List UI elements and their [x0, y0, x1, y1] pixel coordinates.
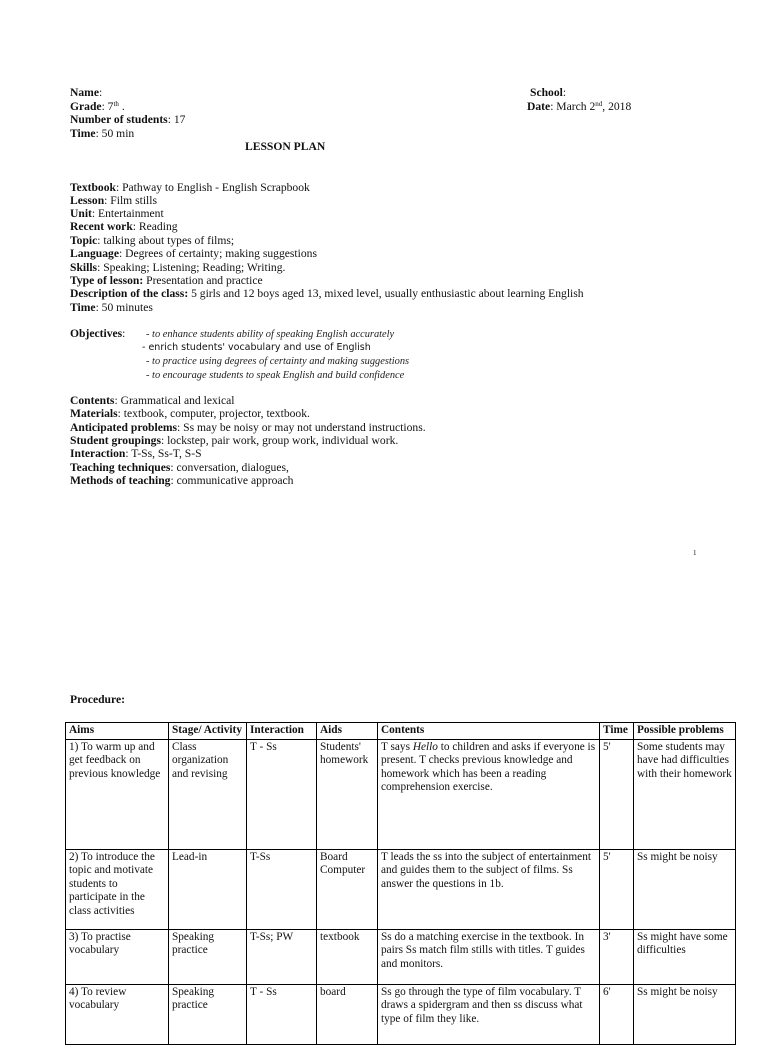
objective-item: - enrich students' vocabulary and use of English [142, 342, 371, 353]
cell-aids: Board Computer [317, 849, 378, 929]
date-field: Date: March 2nd, 2018 [527, 100, 632, 113]
cell-problems: Ss might be noisy [634, 849, 736, 929]
students-field: Number of students: 17 [70, 113, 186, 126]
detail-recent-work: Recent work: Reading [70, 220, 178, 233]
cell-aids: board [317, 984, 378, 1044]
grade-label: Grade [70, 100, 102, 113]
table-row [66, 849, 736, 929]
date-label: Date [527, 100, 551, 113]
detail-topic: Topic: talking about types of films; [70, 234, 235, 247]
cell-aims: 1) To warm up and get feedback on previous knowledge [66, 739, 169, 849]
objectives-heading: Objectives: [70, 327, 126, 340]
name-field: Name: [70, 86, 103, 99]
objective-item: - to enhance students ability of speaking English accurately [146, 329, 395, 340]
detail-skills: Skills: Speaking; Listening; Reading; Writing. [70, 261, 286, 274]
time-field: Time: 50 min [70, 127, 135, 140]
time-label: Time [70, 127, 96, 140]
cell-interaction: T - Ss [247, 984, 317, 1044]
name-label: Name [70, 86, 99, 99]
cell-interaction: T-Ss; PW [247, 929, 317, 984]
cell-time: 5' [600, 849, 634, 929]
cell-stage: Speaking practice [169, 929, 247, 984]
detail-lesson: Lesson: Film stills [70, 194, 157, 207]
col-header-aids: Aids [317, 723, 378, 740]
cell-time: 5' [600, 739, 634, 849]
cell-contents: Ss go through the type of film vocabulary. T draws a spidergram and then ss discuss what type of film they like. [378, 984, 600, 1044]
school-label: School [530, 86, 563, 99]
detail-class-description: Description of the class: 5 girls and 12 boys aged 13, mixed level, usually enthusiastic about learning English [70, 287, 584, 300]
cell-aims: 3) To practise vocabulary [66, 929, 169, 984]
col-header-interaction: Interaction [247, 723, 317, 740]
table-row [66, 929, 736, 984]
detail-lesson-type: Type of lesson: Presentation and practice [70, 274, 263, 287]
col-header-aims: Aims [66, 723, 169, 740]
detail-language: Language: Degrees of certainty; making suggestions [70, 247, 317, 260]
detail-student-groupings: Student groupings: lockstep, pair work, group work, individual work. [70, 434, 399, 447]
cell-problems: Some students may have had difficulties with their homework [634, 739, 736, 849]
procedure-table [65, 722, 736, 1045]
document-title: LESSON PLAN [245, 140, 326, 153]
col-header-stage: Stage/ Activity [169, 723, 247, 740]
cell-time: 6' [600, 984, 634, 1044]
col-header-contents: Contents [378, 723, 600, 740]
cell-aims: 2) To introduce the topic and motivate students to participate in the class activities [66, 849, 169, 929]
school-field: School: [530, 86, 567, 99]
cell-stage: Lead-in [169, 849, 247, 929]
cell-contents: T says Hello to children and asks if everyone is present. T checks previous knowledge and homework which has been a reading comprehension exercise. [378, 739, 600, 849]
cell-aids: textbook [317, 929, 378, 984]
objective-item: - to practice using degrees of certainty and making suggestions [146, 356, 410, 367]
cell-time: 3' [600, 929, 634, 984]
cell-contents: Ss do a matching exercise in the textbook. In pairs Ss match film stills with titles. T guides and monitors. [378, 929, 600, 984]
cell-problems: Ss might have some difficulties [634, 929, 736, 984]
detail-teaching-techniques: Teaching techniques: conversation, dialogues, [70, 461, 289, 474]
detail-textbook: Textbook: Pathway to English - English Scrapbook [70, 181, 310, 194]
cell-interaction: T - Ss [247, 739, 317, 849]
cell-problems: Ss might be noisy [634, 984, 736, 1044]
cell-aids: Students' homework [317, 739, 378, 849]
students-label: Number of students [70, 113, 168, 126]
detail-unit: Unit: Entertainment [70, 207, 164, 220]
detail-interaction: Interaction: T-Ss, Ss-T, S-S [70, 447, 202, 460]
col-header-problems: Possible problems [634, 723, 736, 740]
cell-contents: T leads the ss into the subject of entertainment and guides them to the subject of films. Ss answer the questions in 1b. [378, 849, 600, 929]
table-row [66, 739, 736, 849]
objective-item: - to encourage students to speak English and build confidence [146, 370, 405, 381]
col-header-time: Time [600, 723, 634, 740]
detail-time: Time: 50 minutes [70, 301, 153, 314]
grade-field: Grade: 7th . [70, 100, 125, 113]
cell-stage: Class organization and revising [169, 739, 247, 849]
detail-methods: Methods of teaching: communicative approach [70, 474, 294, 487]
procedure-heading: Procedure: [70, 693, 125, 706]
detail-materials: Materials: textbook, computer, projector, textbook. [70, 407, 310, 420]
table-row [66, 984, 736, 1044]
cell-stage: Speaking practice [169, 984, 247, 1044]
page-number: 1 [693, 549, 697, 557]
detail-contents: Contents: Grammatical and lexical [70, 394, 235, 407]
table-header-row [66, 723, 736, 740]
cell-aims: 4) To review vocabulary [66, 984, 169, 1044]
detail-anticipated-problems: Anticipated problems: Ss may be noisy or may not understand instructions. [70, 421, 426, 434]
cell-interaction: T-Ss [247, 849, 317, 929]
